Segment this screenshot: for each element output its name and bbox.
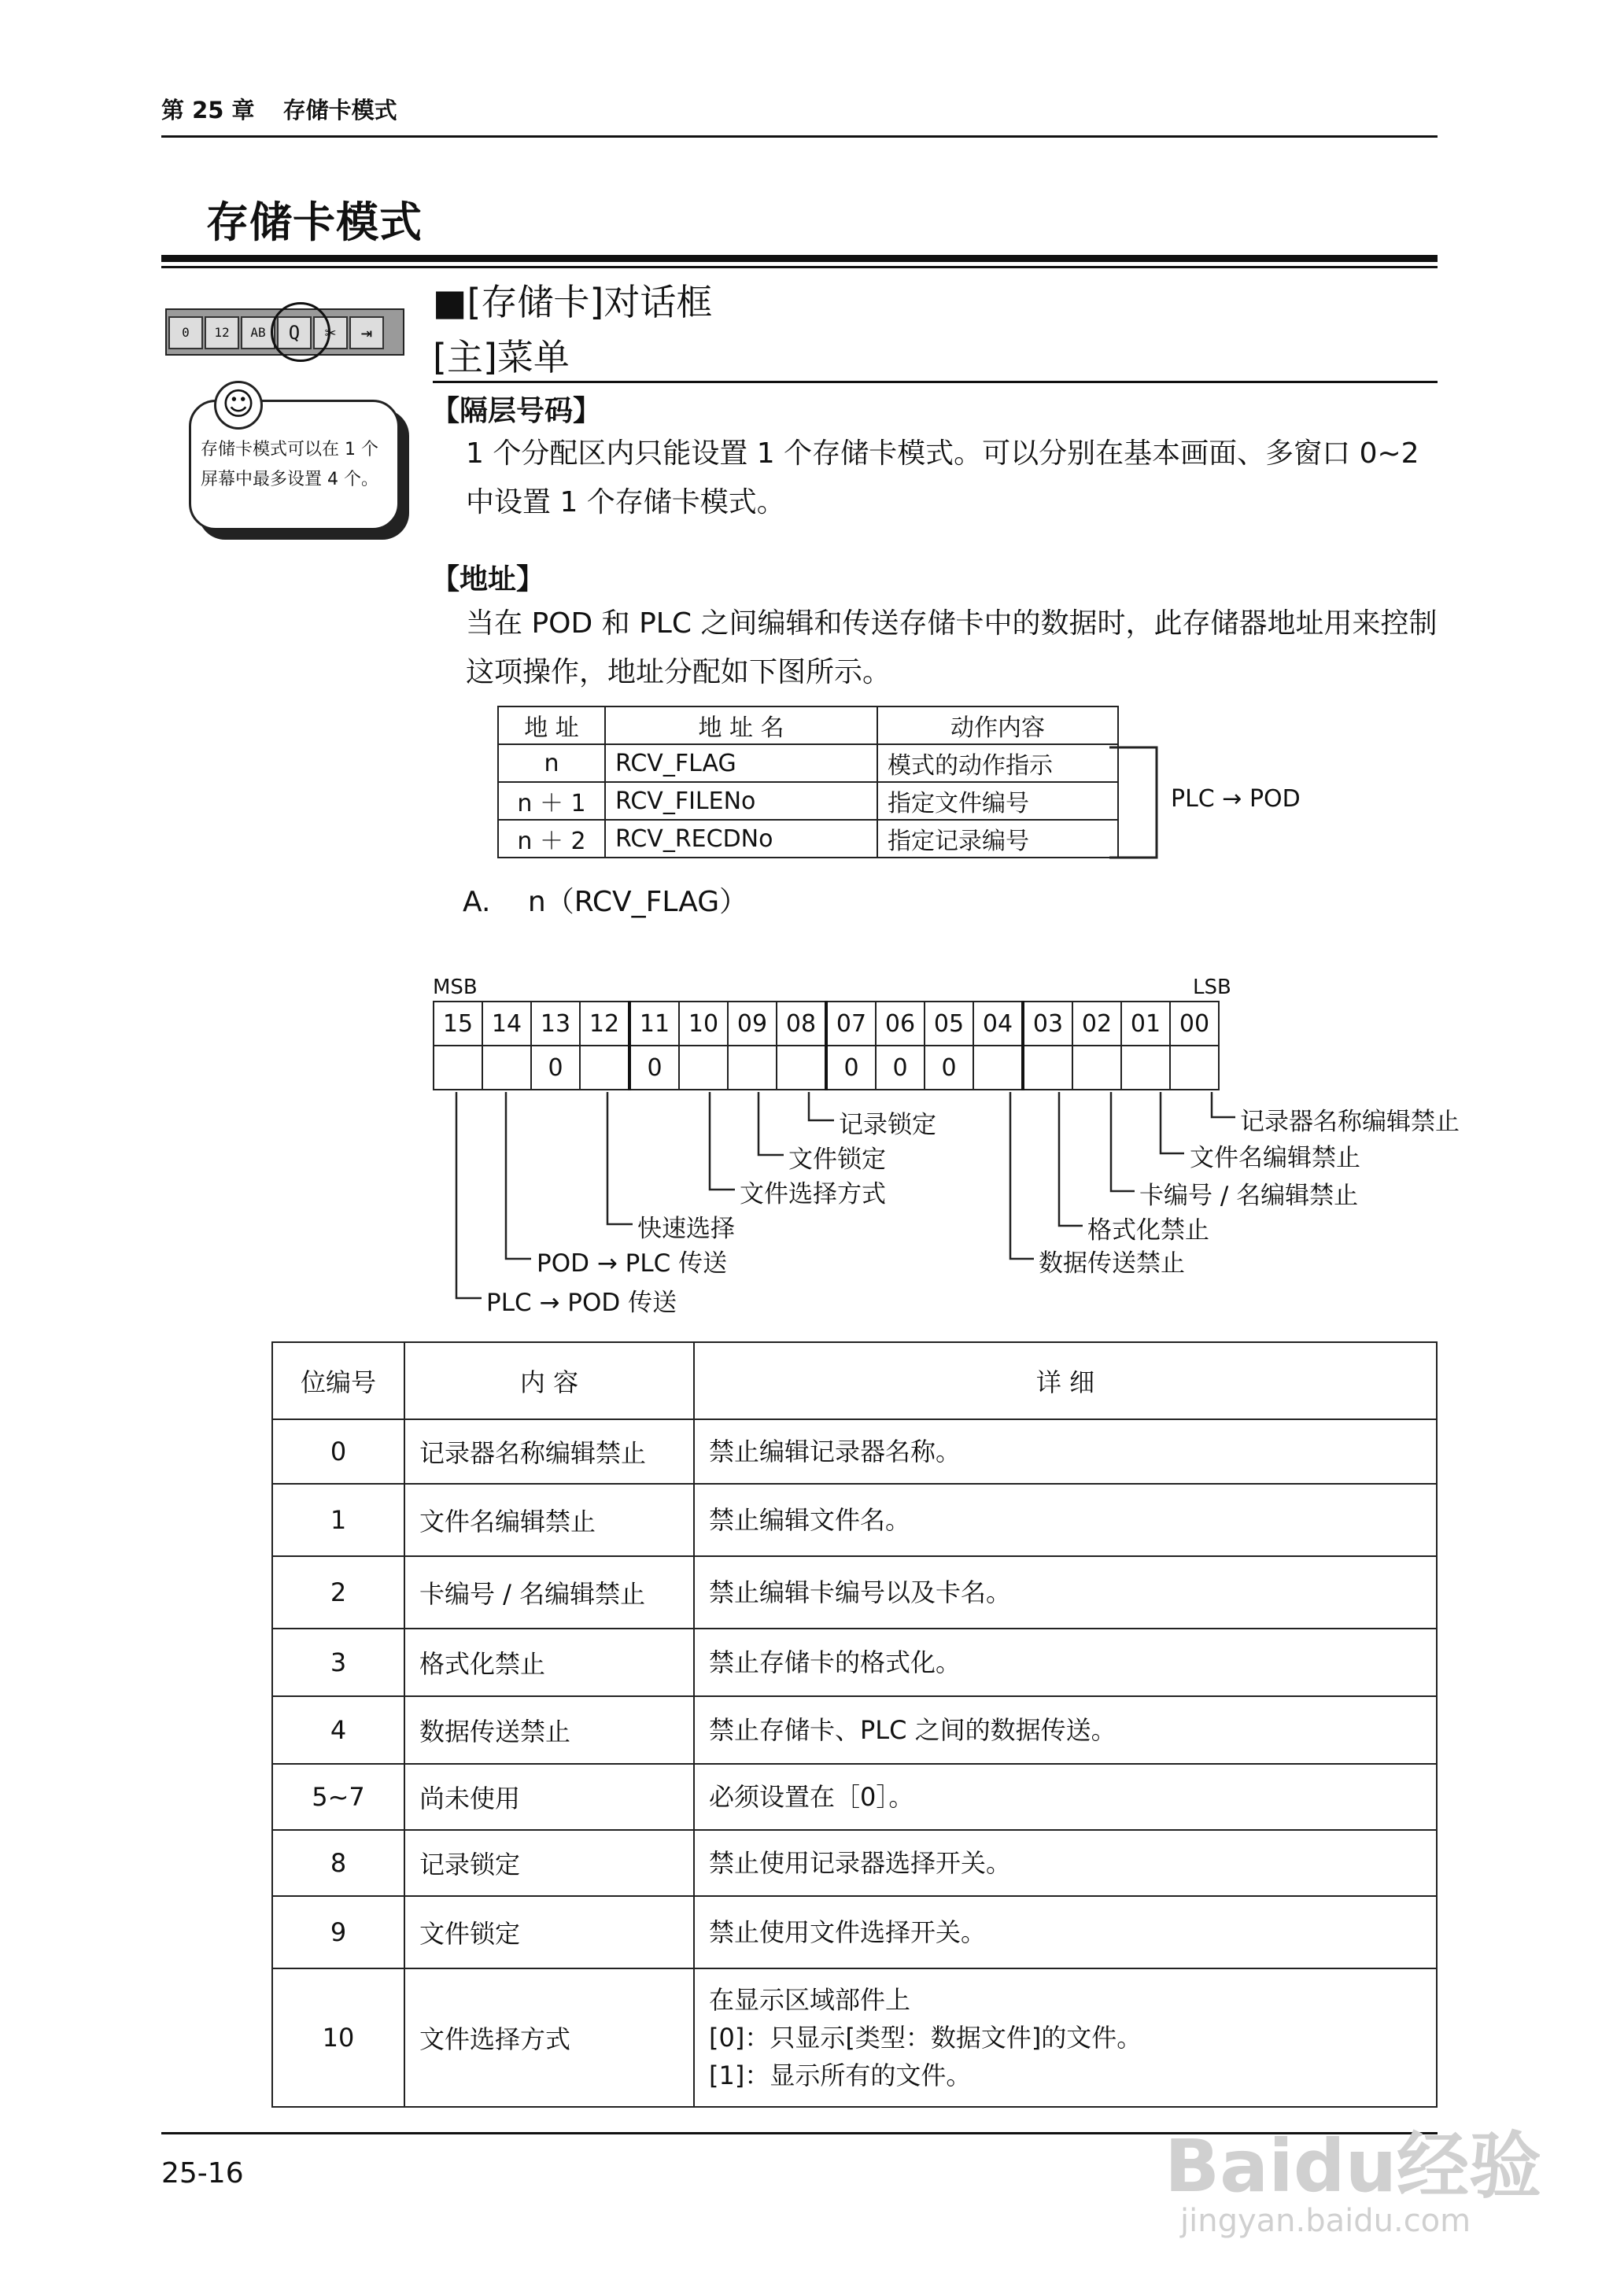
bit-number-cell: 13 bbox=[531, 1002, 580, 1046]
detail-table-body bbox=[272, 1419, 1437, 2107]
detail-line: [1]：显示所有的文件。 bbox=[709, 2060, 972, 2090]
bit-number: 0 bbox=[272, 1419, 404, 1484]
detail-line: [0]：只显示[类型：数据文件]的文件。 bbox=[709, 2023, 1142, 2053]
label-pod-to-plc: POD → PLC 传送 bbox=[537, 1249, 728, 1278]
bit-detail bbox=[694, 1484, 1437, 1556]
bit-number-cell: 09 bbox=[728, 1002, 777, 1046]
smiley-icon: ☺ bbox=[214, 381, 263, 430]
bit-content: 文件选择方式 bbox=[404, 1968, 694, 2107]
section-a-heading: A. n（RCV_FLAG） bbox=[463, 886, 748, 918]
dialog-heading: ■[存储卡]对话框 bbox=[433, 281, 713, 323]
bit-detail bbox=[694, 1830, 1437, 1896]
table-row bbox=[272, 1896, 1437, 1968]
msb-label: MSB bbox=[433, 976, 478, 999]
bit-number-cell: 08 bbox=[777, 1002, 826, 1046]
lsb-label: LSB bbox=[1193, 976, 1231, 999]
table-row bbox=[272, 1419, 1437, 1484]
layer-text: 1 个分配区内只能设置 1 个存储卡模式。可以分别在基本画面、多窗口 0~2 中设置 1 个存储卡模式。 bbox=[466, 437, 1419, 518]
detail-line: 禁止编辑记录器名称。 bbox=[709, 1437, 961, 1466]
scissors-icon: ✂ bbox=[313, 316, 348, 349]
bit-number-cell: 03 bbox=[1023, 1002, 1072, 1046]
cell: 模式的动作指示 bbox=[877, 744, 1118, 782]
bit-number-cell: 14 bbox=[482, 1002, 531, 1046]
direction-label: PLC → POD bbox=[1171, 785, 1301, 813]
bit-number-cell: 02 bbox=[1072, 1002, 1121, 1046]
header-cell: 地 址 名 bbox=[605, 706, 877, 744]
label-file-select-mode: 文件选择方式 bbox=[740, 1180, 886, 1208]
watermark-url: jingyan.baidu.com bbox=[1180, 2203, 1471, 2239]
bit-detail bbox=[694, 1968, 1437, 2107]
bit-content: 文件名编辑禁止 bbox=[404, 1484, 694, 1556]
toolbar-button-12: 12 bbox=[205, 316, 239, 349]
bit-number: 4 bbox=[272, 1696, 404, 1764]
cell: 指定记录编号 bbox=[877, 820, 1118, 858]
cell: RCV_RECDNo bbox=[605, 820, 877, 858]
bit-number: 2 bbox=[272, 1556, 404, 1629]
bit-number-cell: 04 bbox=[973, 1002, 1023, 1046]
bit-value-cell: 0 bbox=[826, 1046, 876, 1090]
bit-content: 记录器名称编辑禁止 bbox=[404, 1419, 694, 1484]
header-cell: 动作内容 bbox=[877, 706, 1118, 744]
cell: n ＋ 2 bbox=[498, 820, 605, 858]
detail-line: 必须设置在［0］。 bbox=[709, 1782, 914, 1812]
detail-table bbox=[271, 1341, 1438, 2108]
detail-line: 禁止使用文件选择开关。 bbox=[709, 1917, 987, 1947]
label-recorder-name-lock: 记录器名称编辑禁止 bbox=[1240, 1108, 1460, 1136]
chapter-number: 第 25 章 bbox=[161, 97, 255, 124]
bit-detail bbox=[694, 1764, 1437, 1830]
detail-line: 禁止使用记录器选择开关。 bbox=[709, 1848, 1012, 1878]
cell: n bbox=[498, 744, 605, 782]
header-cell: 详 细 bbox=[694, 1342, 1437, 1419]
bit-content: 文件锁定 bbox=[404, 1896, 694, 1968]
menu-heading: [主]菜单 bbox=[433, 336, 570, 378]
bit-content: 格式化禁止 bbox=[404, 1629, 694, 1696]
bit-number-cell: 01 bbox=[1121, 1002, 1170, 1046]
label-plc-to-pod: PLC → POD 传送 bbox=[486, 1289, 677, 1317]
bit-detail bbox=[694, 1696, 1437, 1764]
bit-number: 1 bbox=[272, 1484, 404, 1556]
table-row bbox=[272, 1556, 1437, 1629]
bit-number-cell: 00 bbox=[1170, 1002, 1219, 1046]
label-format-lock: 格式化禁止 bbox=[1087, 1216, 1209, 1245]
bit-value-cell: 0 bbox=[876, 1046, 925, 1090]
label-record-lock: 记录锁定 bbox=[839, 1111, 936, 1139]
label-file-lock: 文件锁定 bbox=[788, 1146, 886, 1174]
bit-number: 9 bbox=[272, 1896, 404, 1968]
chapter-title: 存储卡模式 bbox=[282, 97, 397, 124]
bit-number: 10 bbox=[272, 1968, 404, 2107]
table-header-row bbox=[272, 1342, 1437, 1419]
table-row bbox=[272, 1696, 1437, 1764]
bit-content: 尚未使用 bbox=[404, 1764, 694, 1830]
cell: RCV_FILENo bbox=[605, 782, 877, 820]
header-cell: 地 址 bbox=[498, 706, 605, 744]
table-row bbox=[272, 1629, 1437, 1696]
label-filename-lock: 文件名编辑禁止 bbox=[1190, 1144, 1360, 1172]
header-cell: 位编号 bbox=[272, 1342, 404, 1419]
table-row bbox=[272, 1764, 1437, 1830]
bit-number-cell: 05 bbox=[925, 1002, 973, 1046]
bit-detail bbox=[694, 1896, 1437, 1968]
table-row bbox=[272, 1968, 1437, 2107]
label-quick-select: 快速选择 bbox=[637, 1215, 735, 1243]
bit-number-cell: 06 bbox=[876, 1002, 925, 1046]
watermark-logo: Baidu经验 bbox=[1164, 2124, 1542, 2208]
detail-line: 禁止存储卡的格式化。 bbox=[709, 1647, 961, 1677]
cell: RCV_FLAG bbox=[605, 744, 877, 782]
bit-number-cell: 12 bbox=[580, 1002, 629, 1046]
bit-detail bbox=[694, 1629, 1437, 1696]
bit-value-cell: 0 bbox=[629, 1046, 679, 1090]
address-text: 当在 POD 和 PLC 之间编辑和传送存储卡中的数据时，此存储器地址用来控制这项操作，地址分配如下图所示。 bbox=[466, 607, 1438, 688]
bit-number: 8 bbox=[272, 1830, 404, 1896]
magnifier-icon: Q bbox=[277, 316, 312, 349]
label-data-transfer-lock: 数据传送禁止 bbox=[1039, 1249, 1185, 1278]
layer-heading: 【隔层号码】 bbox=[431, 395, 602, 427]
cell: 指定文件编号 bbox=[877, 782, 1118, 820]
table-row bbox=[272, 1830, 1437, 1896]
bit-content: 卡编号 / 名编辑禁止 bbox=[404, 1556, 694, 1629]
toolbar-button-ab: AB bbox=[241, 316, 275, 349]
page-number: 25-16 bbox=[161, 2157, 244, 2190]
bit-number: 5~7 bbox=[272, 1764, 404, 1830]
bit-number-cell: 10 bbox=[679, 1002, 728, 1046]
toolbar-button-0: 0 bbox=[168, 316, 203, 349]
detail-line: 禁止编辑卡编号以及卡名。 bbox=[709, 1577, 1012, 1607]
bit-detail bbox=[694, 1419, 1437, 1484]
cell: n ＋ 1 bbox=[498, 782, 605, 820]
page-title: 存储卡模式 bbox=[206, 197, 423, 247]
bit-value-cell: 0 bbox=[925, 1046, 973, 1090]
bit-number: 3 bbox=[272, 1629, 404, 1696]
address-heading: 【地址】 bbox=[431, 563, 545, 596]
bit-content: 记录锁定 bbox=[404, 1830, 694, 1896]
detail-line: 禁止编辑文件名。 bbox=[709, 1505, 911, 1535]
table-row bbox=[272, 1484, 1437, 1556]
bit-value-cell: 0 bbox=[531, 1046, 580, 1090]
label-card-name-lock: 卡编号 / 名编辑禁止 bbox=[1139, 1182, 1359, 1210]
bit-number-cell: 15 bbox=[434, 1002, 482, 1046]
bit-content: 数据传送禁止 bbox=[404, 1696, 694, 1764]
bit-number-cell: 11 bbox=[629, 1002, 679, 1046]
exit-icon: ⇥ bbox=[349, 316, 384, 349]
note-text: 存储卡模式可以在 1 个屏幕中最多设置 4 个。 bbox=[201, 440, 378, 489]
bit-detail bbox=[694, 1556, 1437, 1629]
detail-line: 在显示区域部件上 bbox=[709, 1985, 911, 2015]
header-cell: 内 容 bbox=[404, 1342, 694, 1419]
bit-number-cell: 07 bbox=[826, 1002, 876, 1046]
detail-line: 禁止存储卡、PLC 之间的数据传送。 bbox=[709, 1715, 1116, 1745]
